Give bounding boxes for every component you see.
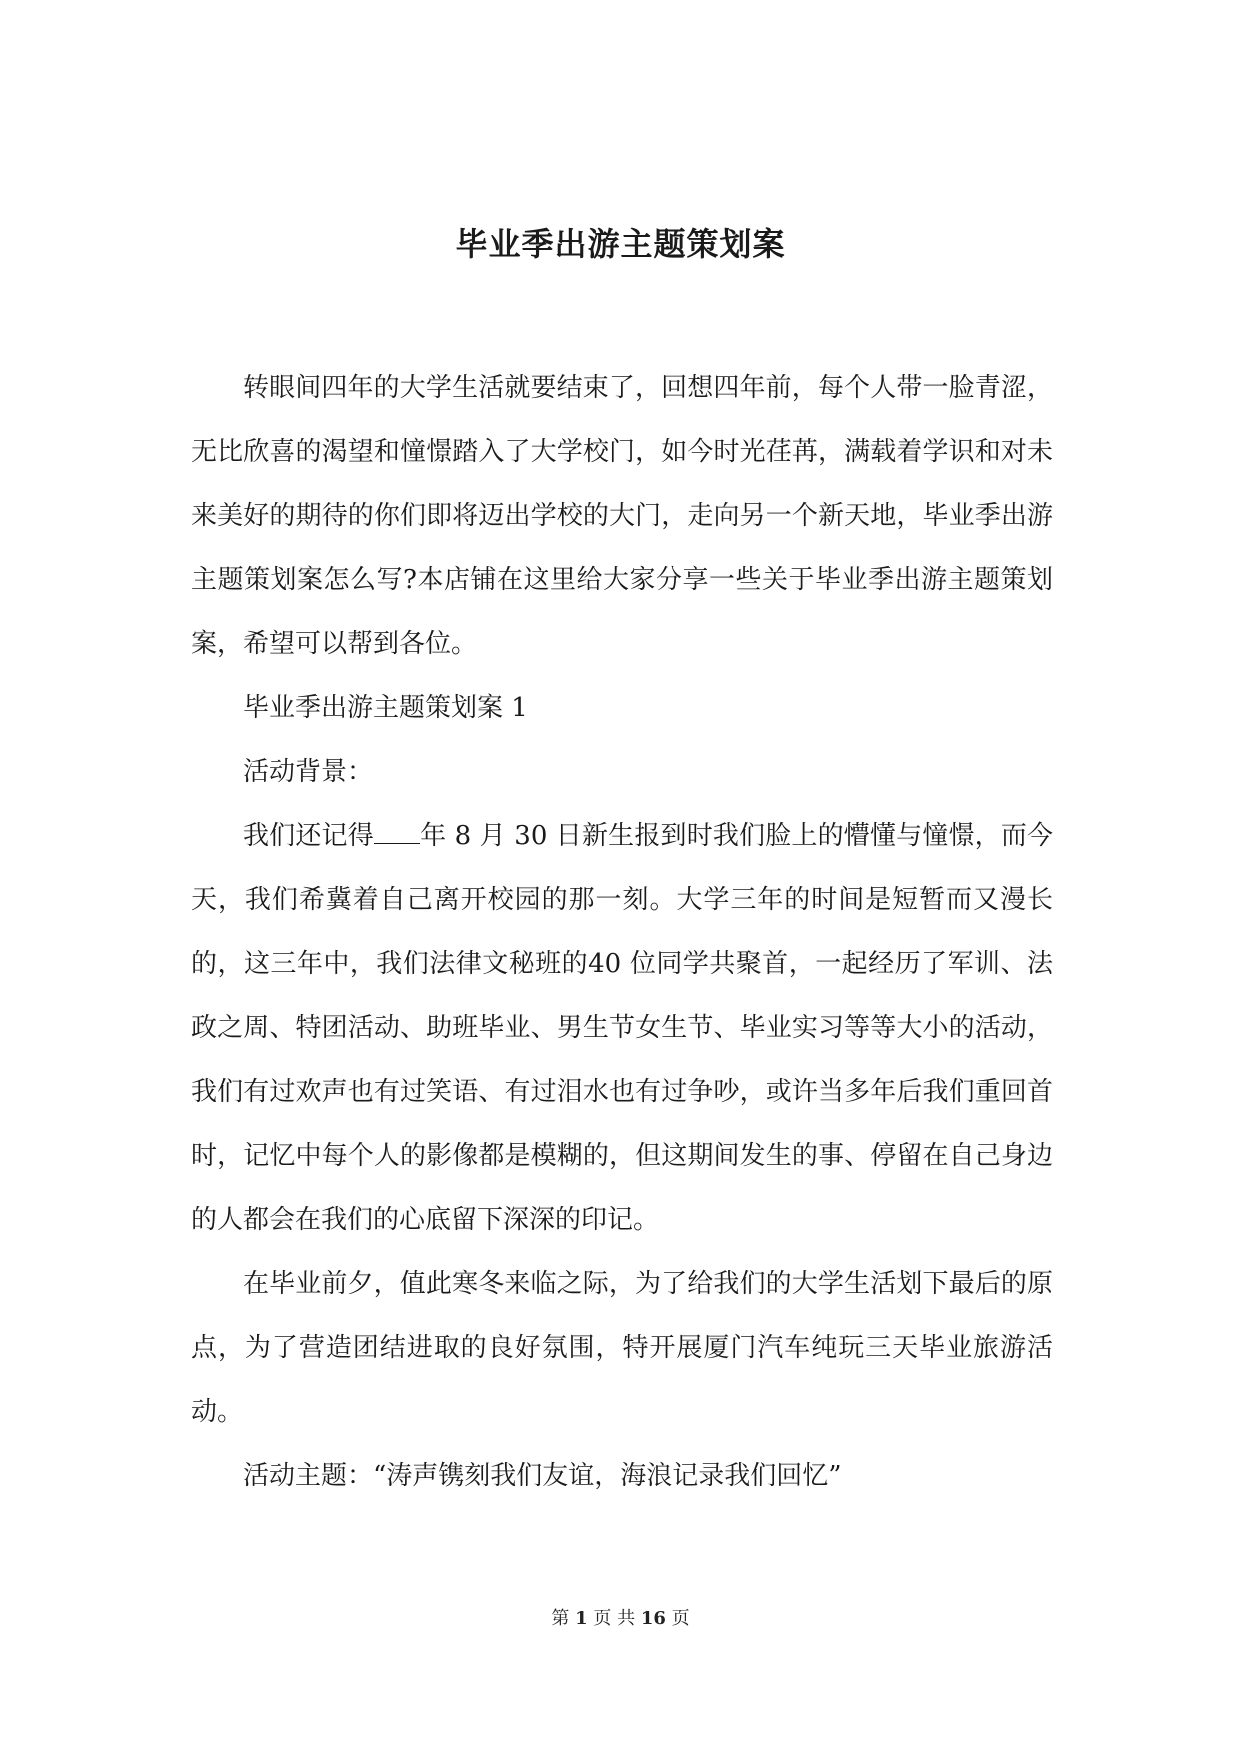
background-paragraph-lead: 我们还记得 (243, 821, 374, 851)
theme-paragraph: 活动主题：“涛声镌刻我们友谊，海浪记录我们回忆” (243, 1461, 842, 1491)
purpose-paragraph: 在毕业前夕，值此寒冬来临之际，为了给我们的大学生活划下最后的原点，为了营造团结进取的良好氛围，特开展厦门汽车纯玩三天毕业旅游活动。 (191, 1269, 1053, 1427)
footer-prefix: 第 (551, 1608, 570, 1629)
page-footer (0, 1606, 1241, 1632)
fill-in-blank (374, 821, 420, 844)
total-page-number: 16 (640, 1608, 666, 1629)
current-page-number: 1 (575, 1608, 588, 1629)
background-paragraph (191, 804, 1053, 1252)
background-paragraph-rest: 年 8 月 30 日新生报到时我们脸上的懵懂与憧憬，而今天，我们希冀着自己离开校园的那一刻。大学三年的时间是短暂而又漫长的，这三年中，我们法律文秘班的40 位同学共聚首，一起经历了军训、法政之周、特团活动、助班毕业、男生节女生节、毕业实习等等大小的活动，我们有过欢声也有过笑语、有过泪水也有过争吵，或许当多年后我们重回首时，记忆中每个人的影像都是模糊的，但这期间发生的事、停留在自己身边的人都会在我们的心底留下深深的印记。 (191, 821, 1053, 1235)
footer-middle: 页 共 (593, 1608, 636, 1629)
document-body (191, 356, 1053, 1508)
intro-paragraph: 转眼间四年的大学生活就要结束了，回想四年前，每个人带一脸青涩，无比欣喜的渴望和憧憬踏入了大学校门，如今时光荏苒，满载着学识和对未来美好的期待的你们即将迈出学校的大门，走向另一个新天地，毕业季出游主题策划案怎么写?本店铺在这里给大家分享一些关于毕业季出游主题策划案，希望可以帮到各位。 (191, 373, 1053, 659)
document-title: 毕业季出游主题策划案 (455, 225, 786, 263)
background-label: 活动背景： (243, 757, 374, 787)
section-heading: 毕业季出游主题策划案 1 (243, 693, 528, 723)
footer-suffix: 页 (671, 1608, 690, 1629)
